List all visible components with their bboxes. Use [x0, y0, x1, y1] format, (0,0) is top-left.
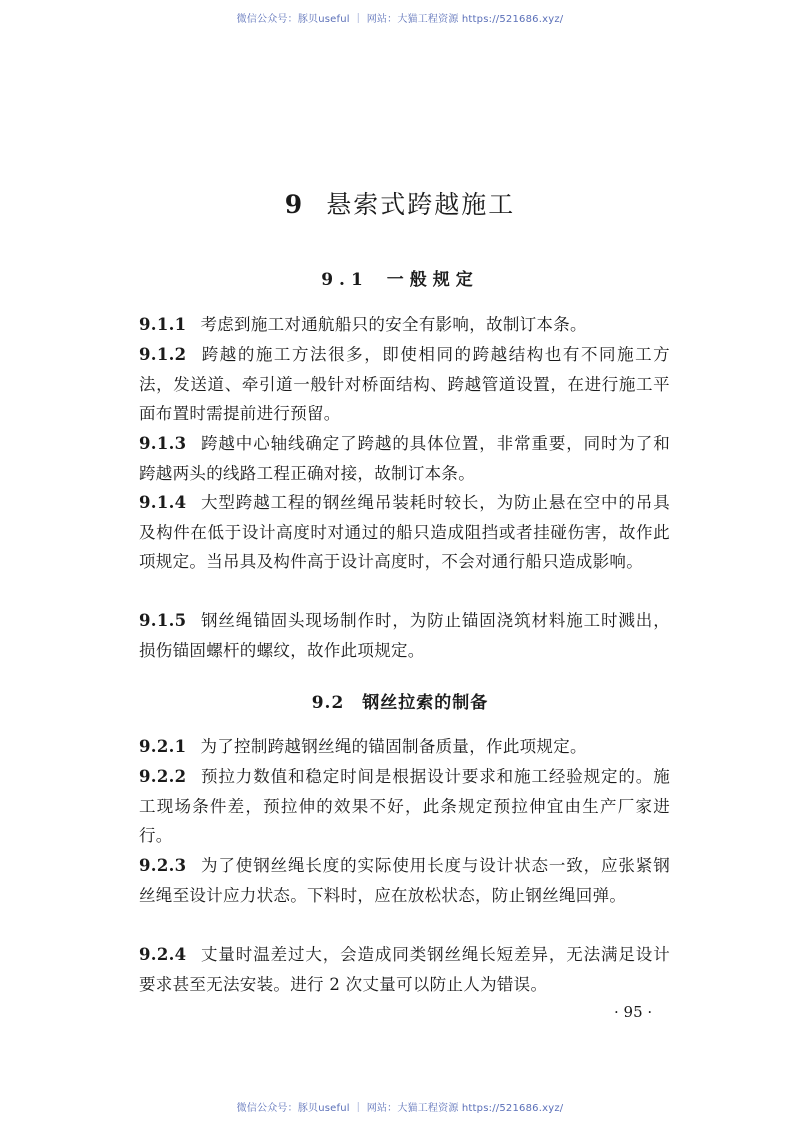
clause-text: 预拉力数值和稳定时间是根据设计要求和施工经验规定的。施工现场条件差，预拉伸的效果不好，此条规定预拉伸宜由生产厂家进行。	[139, 767, 670, 845]
section-number: 9.1	[321, 270, 369, 290]
chapter-title-text: 悬索式跨越施工	[326, 190, 516, 219]
clause-text: 大型跨越工程的钢丝绳吊装耗时较长，为防止悬在空中的吊具及构件在低于设计高度时对通过的船只造成阻挡或者挂碰伤害，故作此项规定。当吊具及构件高于设计高度时，不会对通行船只造成影响。	[139, 493, 670, 571]
clause-number: 9.2.1	[139, 737, 187, 756]
clause-text: 跨越中心轴线确定了跨越的具体位置，非常重要，同时为了和跨越两头的线路工程正确对接，故制订本条。	[139, 434, 670, 483]
clause-9-1-3	[139, 429, 670, 488]
section-number: 9.2	[311, 693, 345, 713]
clause-number: 9.2.3	[139, 856, 187, 875]
clause-text: 考虑到施工对通航船只的安全有影响，故制订本条。	[200, 315, 587, 334]
clause-9-2-1	[139, 732, 670, 762]
watermark-bottom: 微信公众号：豚贝useful ｜ 网站：大猫工程资源 https://521686.xyz/	[236, 1103, 564, 1114]
clause-9-2-2	[139, 762, 670, 851]
clause-9-1-5	[139, 606, 670, 665]
clause-number: 9.2.2	[139, 767, 187, 786]
clause-number: 9.1.5	[139, 611, 187, 630]
section-title-text: 一般规定	[386, 270, 479, 290]
chapter-title	[0, 185, 800, 221]
clause-9-1-4	[139, 488, 670, 577]
clause-number: 9.1.4	[139, 493, 187, 512]
clause-text: 钢丝绳锚固头现场制作时，为防止锚固浇筑材料施工时溅出，损伤锚固螺杆的螺纹，故作此项规定。	[139, 611, 670, 660]
clause-number: 9.1.2	[139, 345, 187, 364]
section-title-9-1	[0, 265, 800, 290]
clause-9-1-1	[139, 310, 670, 340]
watermark-top: 微信公众号：豚贝useful ｜ 网站：大猫工程资源 https://521686.xyz/	[236, 14, 564, 25]
section-title-9-2	[0, 688, 800, 713]
clause-9-2-3	[139, 851, 670, 910]
page-number: · 95 ·	[614, 1003, 653, 1021]
clause-number: 9.1.1	[139, 315, 187, 334]
clause-number: 9.2.4	[139, 945, 187, 964]
clause-text: 为了使钢丝绳长度的实际使用长度与设计状态一致，应张紧钢丝绳至设计应力状态。下料时，应在放松状态，防止钢丝绳回弹。	[139, 856, 670, 905]
clause-text: 丈量时温差过大，会造成同类钢丝绳长短差异，无法满足设计要求甚至无法安装。进行 2 次丈量可以防止人为错误。	[139, 945, 670, 994]
clause-text: 跨越的施工方法很多，即使相同的跨越结构也有不同施工方法，发送道、牵引道一般针对桥面结构、跨越管道设置，在进行施工平面布置时需提前进行预留。	[139, 345, 670, 423]
section-title-text: 钢丝拉索的制备	[362, 693, 489, 713]
clause-9-1-2	[139, 340, 670, 429]
chapter-number: 9	[284, 190, 305, 219]
clause-number: 9.1.3	[139, 434, 187, 453]
clause-9-2-4	[139, 940, 670, 999]
clause-text: 为了控制跨越钢丝绳的锚固制备质量，作此项规定。	[200, 737, 587, 756]
